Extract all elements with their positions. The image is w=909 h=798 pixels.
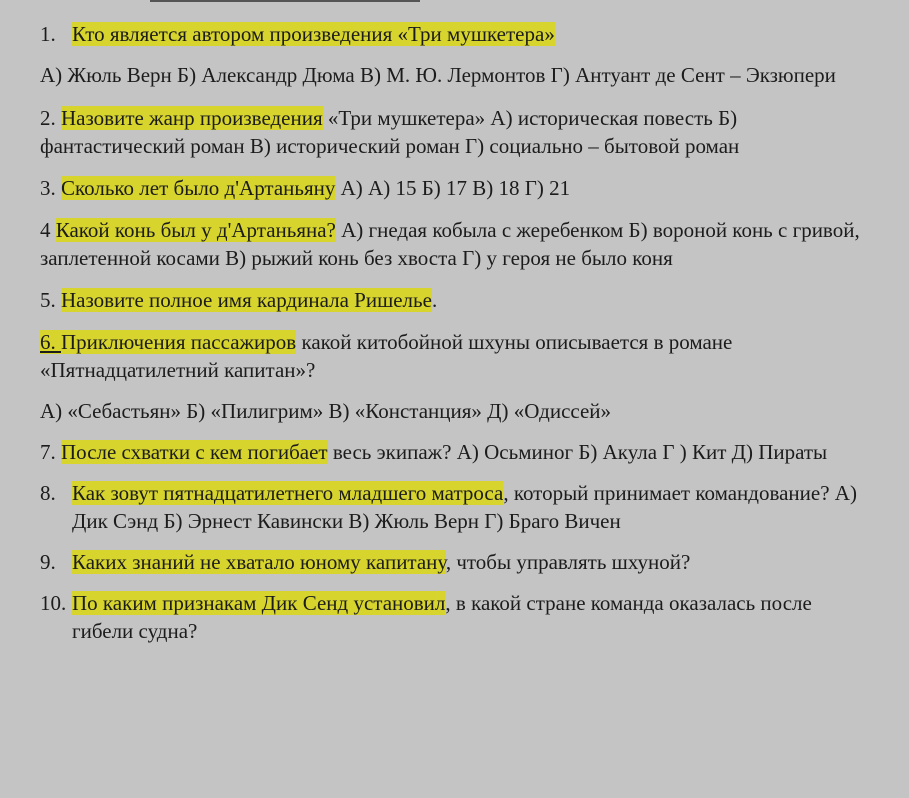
question-9-rest: , чтобы управлять шхуной? <box>445 550 691 574</box>
question-5-number: 5. <box>40 288 61 312</box>
question-5 <box>40 286 875 314</box>
question-7 <box>40 438 875 466</box>
question-7-highlight: После схватки с кем погибает <box>61 440 328 464</box>
question-3-rest: А) А) 15 Б) 17 В) 18 Г) 21 <box>335 176 571 200</box>
question-7-number: 7. <box>40 440 61 464</box>
question-9 <box>40 548 875 576</box>
question-5-highlight: Назовите полное имя кардинала Ришелье <box>61 288 432 312</box>
question-10-rest: , в какой стране команда оказалась после гибели судна? <box>72 591 812 643</box>
question-10-number: 10. <box>40 591 67 615</box>
question-2 <box>40 104 875 160</box>
question-4-highlight: Какой конь был у д'Артаньяна? <box>55 218 336 242</box>
question-6-highlight: Приключения пассажиров <box>61 330 297 354</box>
question-5-rest: . <box>431 288 438 312</box>
question-1-answers: А) Жюль Верн Б) Александр Дюма В) М. Ю. Лермонтов Г) Антуант де Сент – Экзюпери <box>40 63 836 87</box>
question-1-text: Кто является автором произведения «Три мушкетера» <box>72 22 555 46</box>
question-1 <box>40 20 875 48</box>
question-2-highlight: Назовите жанр произведения <box>61 106 323 130</box>
question-10-highlight: По каким признакам Дик Сенд установил <box>72 591 446 615</box>
question-4-rest: А) гнедая кобыла с жеребенком Б) вороной конь с гривой, заплетенной косами В) рыжий конь без хвоста Г) у героя не было коня <box>40 218 860 270</box>
question-8 <box>40 479 875 535</box>
question-8-rest: , который принимает командование? А) Дик Сэнд Б) Эрнест Кавински В) Жюль Верн Г) Браго Вичен <box>72 481 857 533</box>
question-9-highlight: Каких знаний не хватало юному капитану <box>72 550 446 574</box>
question-2-number: 2. <box>40 106 61 130</box>
question-6-answers: А) «Себастьян» Б) «Пилигрим» В) «Констанция» Д) «Одиссей» <box>40 399 612 423</box>
quiz-document <box>40 20 875 645</box>
question-2-rest: «Три мушкетера» А) историческая повесть Б) фантастический роман В) исторический роман Г) социально – бытовой роман <box>40 106 740 158</box>
question-6-rest: какой китобойной шхуны описывается в романе «Пятнадцатилетний капитан»? <box>40 330 733 382</box>
question-1-number: 1. <box>40 22 56 46</box>
question-3 <box>40 174 875 202</box>
question-8-highlight: Как зовут пятнадцатилетнего младшего матроса <box>72 481 504 505</box>
question-6 <box>40 328 875 384</box>
question-9-number: 9. <box>40 550 56 574</box>
question-7-rest: весь экипаж? А) Осьминог Б) Акула Г ) Кит Д) Пираты <box>327 440 828 464</box>
question-4 <box>40 216 875 272</box>
question-10 <box>40 589 875 645</box>
question-6-number: 6. <box>40 330 61 354</box>
question-8-number: 8. <box>40 481 56 505</box>
top-divider-line <box>150 0 420 2</box>
question-3-number: 3. <box>40 176 61 200</box>
question-3-highlight: Сколько лет было д'Артаньяну <box>61 176 336 200</box>
question-4-number: 4 <box>40 218 56 242</box>
